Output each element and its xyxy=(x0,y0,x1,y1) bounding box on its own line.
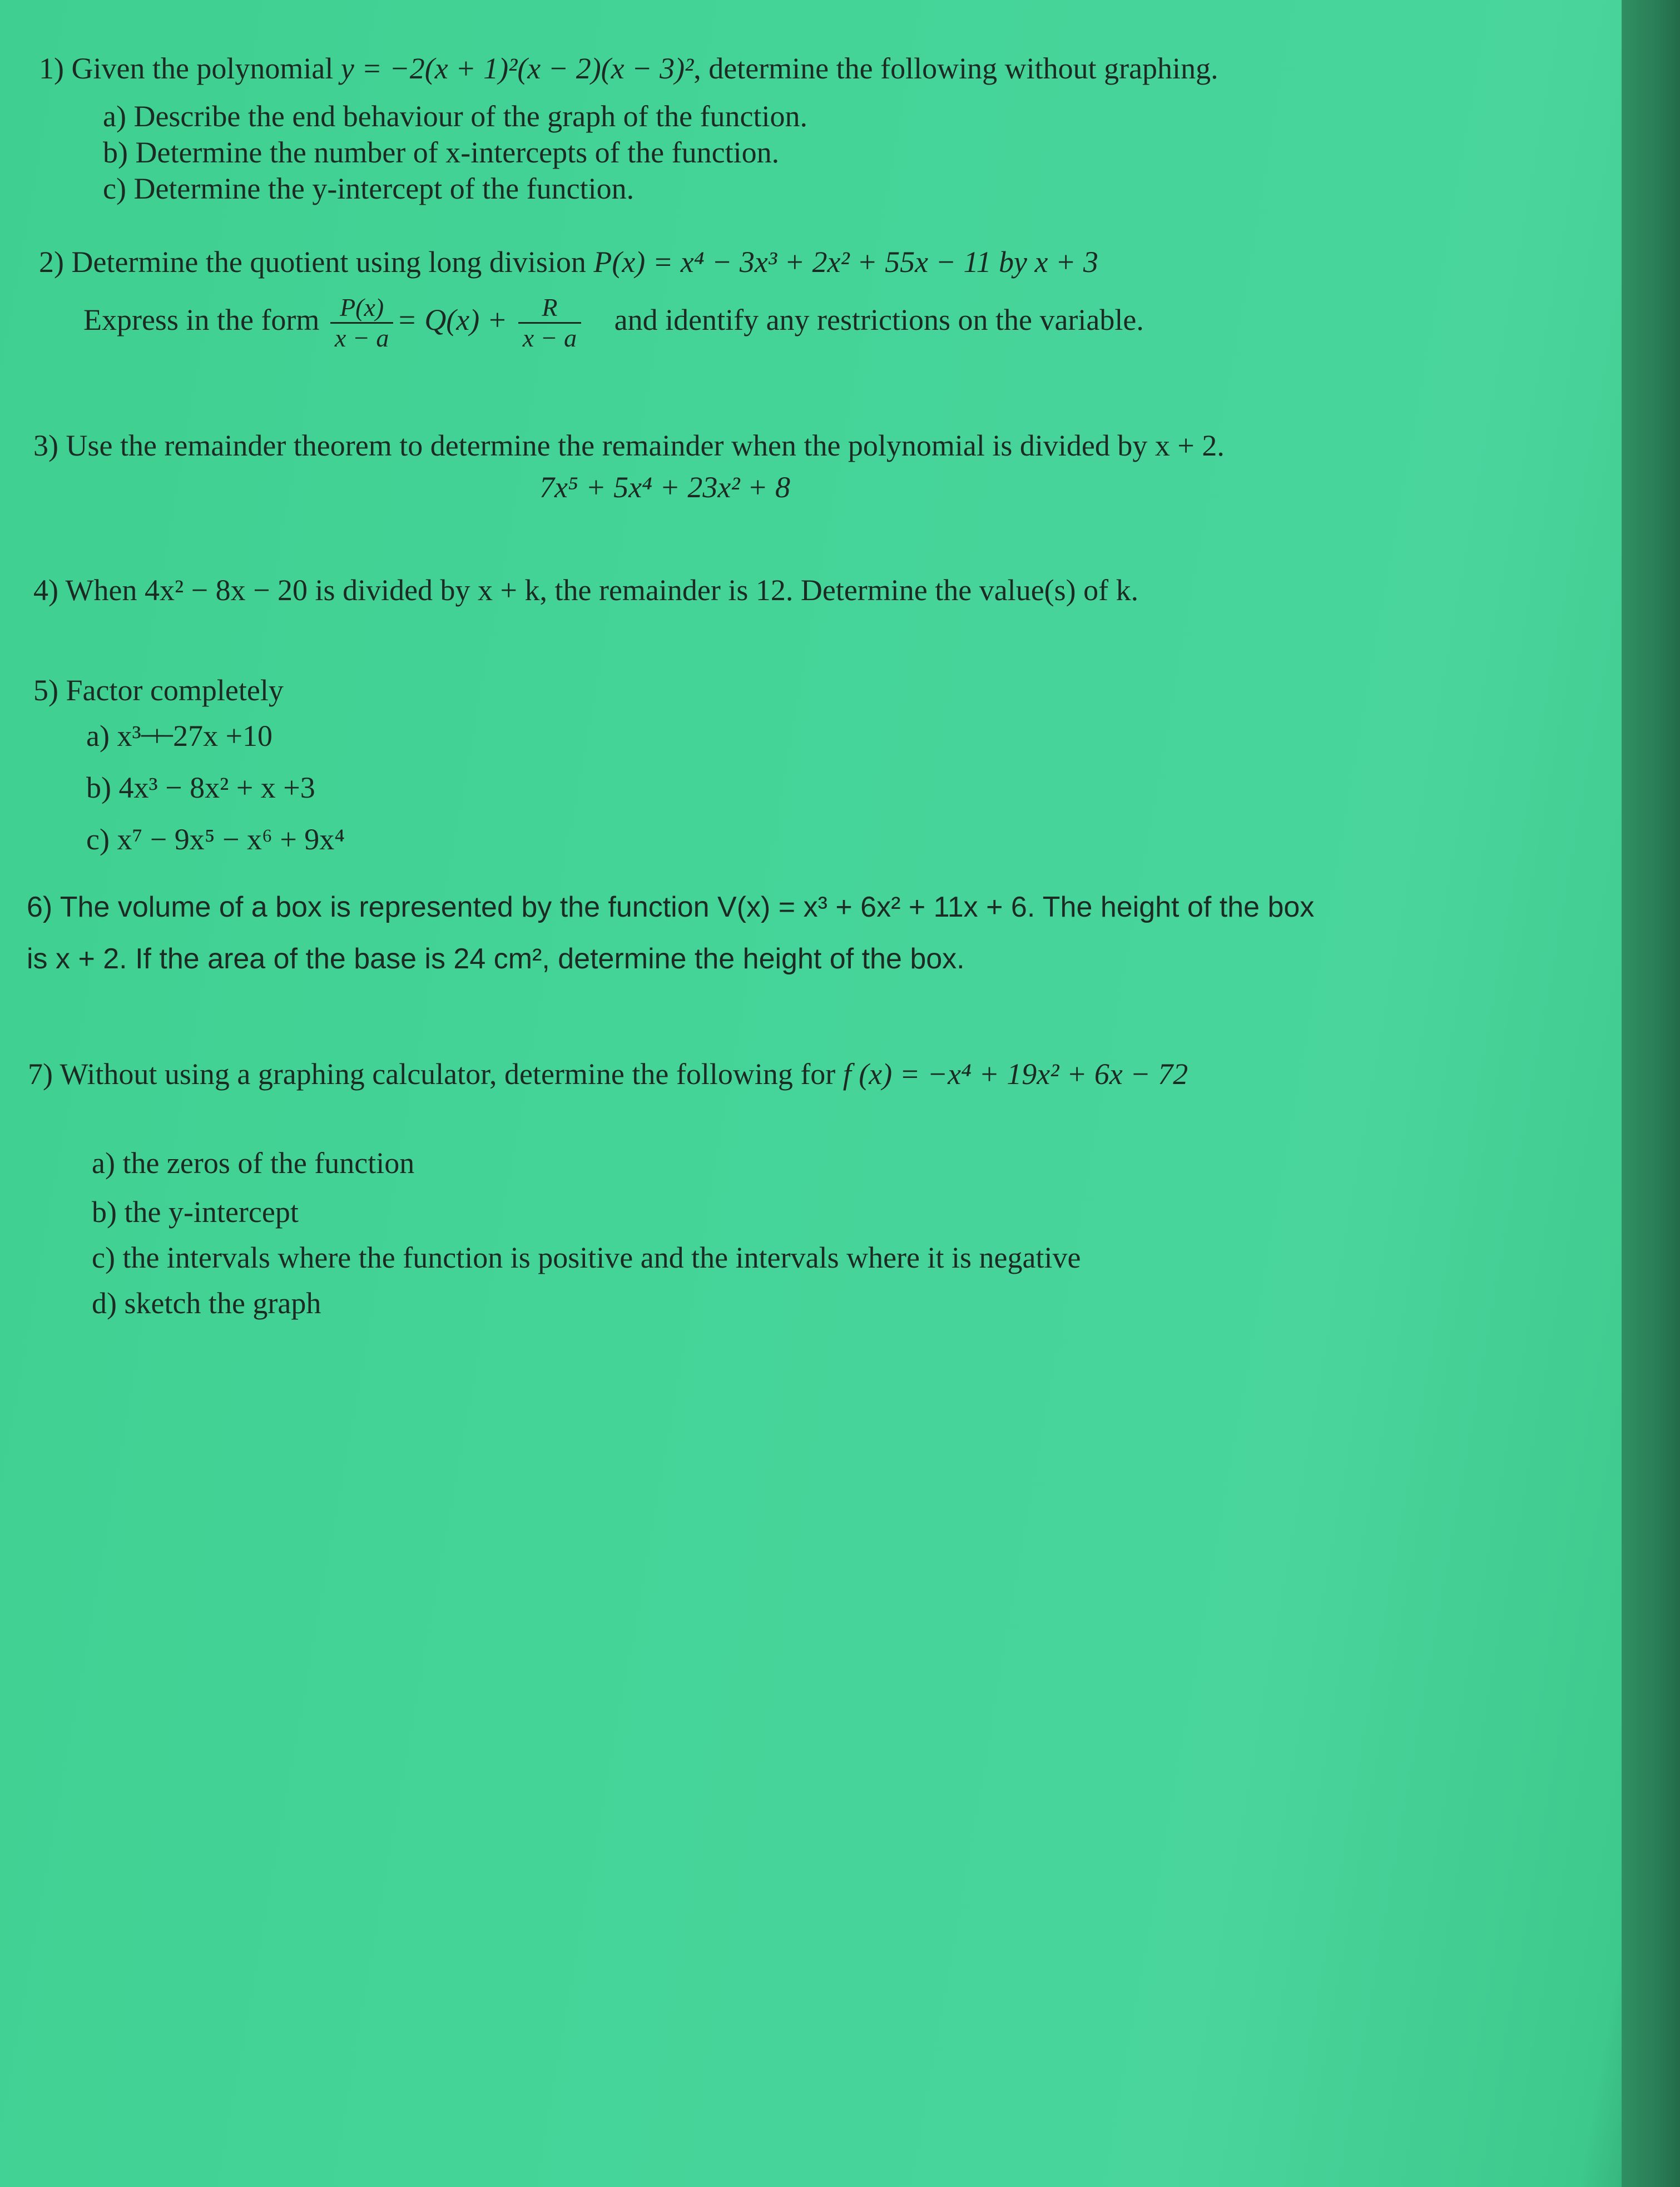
q5-part-b: b) 4x³ − 8x² + x +3 xyxy=(86,771,315,804)
q1-lead: Given the polynomial xyxy=(71,52,334,85)
question-5 xyxy=(33,673,284,707)
question-7 xyxy=(28,1057,1188,1091)
q1-tail: , determine the following without graphing. xyxy=(693,52,1218,85)
q2-form-lead: Express in the form xyxy=(83,303,320,337)
q1-part-c: c) Determine the y-intercept of the function. xyxy=(103,172,635,205)
q7-part-c: c) the intervals where the function is positive and the intervals where it is negative xyxy=(92,1241,1081,1274)
q3-polynomial: 7x⁵ + 5x⁴ + 23x² + 8 xyxy=(539,471,790,504)
q5-part-c: c) x⁷ − 9x⁵ − x⁶ + 9x⁴ xyxy=(86,823,345,856)
paper-edge-shadow xyxy=(1622,0,1680,2187)
q2-fraction-p-over-x-minus-a xyxy=(330,293,393,353)
question-1 xyxy=(39,51,1218,86)
q2-poly: P(x) = x⁴ − 3x³ + 2x² + 55x − 11 by x + 3 xyxy=(593,245,1098,279)
q2-form-line xyxy=(83,289,1144,353)
q1-part-a: a) Describe the end behaviour of the graph of the function. xyxy=(103,100,808,133)
q2-frac2-denominator: x − a xyxy=(522,324,577,353)
q5-number: 5) xyxy=(33,674,58,707)
question-2 xyxy=(39,245,1098,279)
question-6 xyxy=(27,890,1314,924)
q2-frac1-numerator: P(x) xyxy=(330,293,393,324)
q6-line1: The volume of a box is represented by the function V(x) = x³ + 6x² + 11x + 6. The height of the box xyxy=(60,891,1315,923)
q7-lead: Without using a graphing calculator, determine the following for xyxy=(60,1057,836,1091)
q2-frac2-numerator: R xyxy=(518,293,581,324)
q2-middle: = Q(x) + xyxy=(397,303,508,337)
q2-lead: Determine the quotient using long division xyxy=(71,245,586,279)
q7-part-b: b) the y-intercept xyxy=(92,1195,299,1229)
q6-line2: is x + 2. If the area of the base is 24 cm², determine the height of the box. xyxy=(27,943,965,975)
q3-text: Use the remainder theorem to determine the remainder when the polynomial is divided by x + 2. xyxy=(66,429,1225,462)
q5-part-a: a) x³ ̶+̶ 27x +10 xyxy=(86,719,273,753)
q6-number: 6) xyxy=(27,891,53,923)
q4-number: 4) xyxy=(33,573,58,607)
q2-fraction-r-over-x-minus-a xyxy=(518,293,581,353)
q1-number: 1) xyxy=(39,52,64,85)
q2-frac1-denominator: x − a xyxy=(334,324,389,353)
q7-part-a: a) the zeros of the function xyxy=(92,1146,415,1180)
q7-equation: f (x) = −x⁴ + 19x² + 6x − 72 xyxy=(843,1057,1188,1091)
q5-title: Factor completely xyxy=(66,674,284,707)
q3-number: 3) xyxy=(33,429,58,462)
q2-tail: and identify any restrictions on the variable. xyxy=(614,303,1144,337)
q4-text: When 4x² − 8x − 20 is divided by x + k, the remainder is 12. Determine the value(s) of k. xyxy=(65,573,1139,607)
q1-equation: y = −2(x + 1)²(x − 2)(x − 3)² xyxy=(340,52,694,85)
q2-number: 2) xyxy=(39,245,64,279)
question-4 xyxy=(33,573,1138,607)
question-3 xyxy=(33,428,1225,463)
q7-number: 7) xyxy=(28,1057,53,1091)
q1-part-b: b) Determine the number of x-intercepts of the function. xyxy=(103,136,780,169)
q7-part-d: d) sketch the graph xyxy=(92,1287,321,1320)
